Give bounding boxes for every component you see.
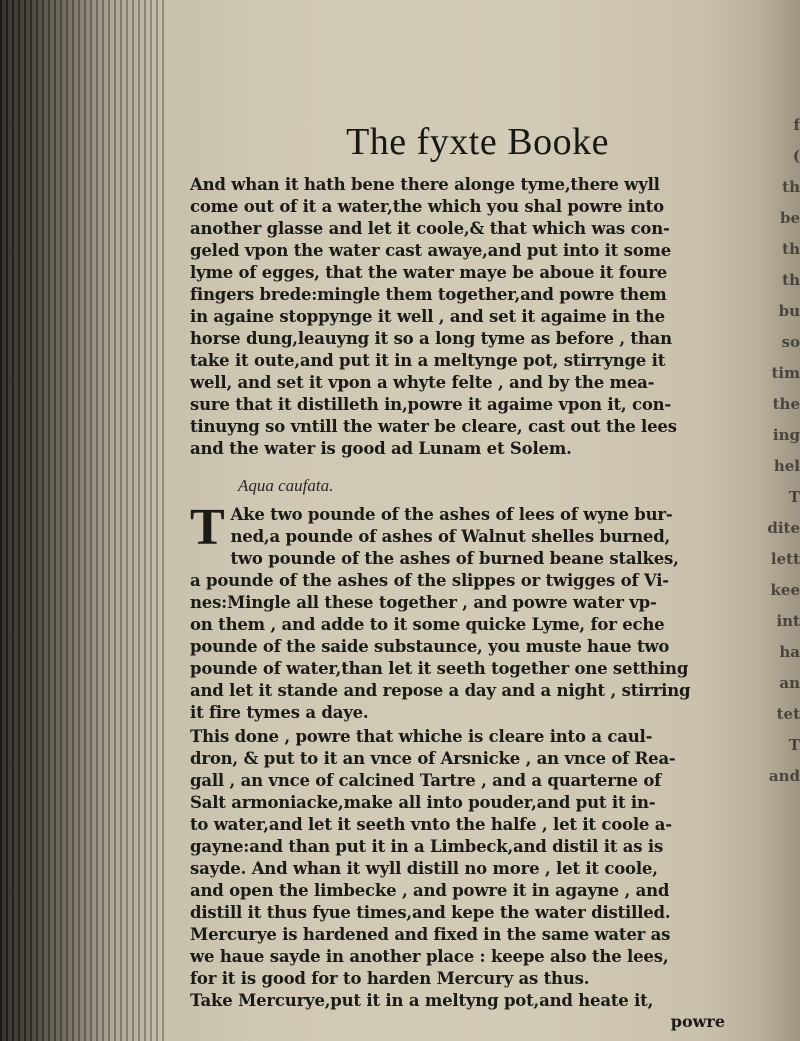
margin-fragment: f xyxy=(793,116,800,134)
text-line: geled vpon the water cast awaye,and put into it some xyxy=(190,241,672,260)
text-line: pounde of water,than let it seeth together one setthing xyxy=(190,659,689,678)
text-line: fingers brede:mingle them together,and powre them xyxy=(190,285,667,304)
catchword: powre xyxy=(670,1012,725,1031)
text-line: and the water is good ad Lunam et Solem. xyxy=(190,439,572,458)
section-heading: Aqua caufata. xyxy=(238,476,334,495)
page-content xyxy=(190,120,725,1031)
text-line: come out of it a water,the which you shal powre into xyxy=(190,197,664,216)
text-line: sure that it distilleth in,powre it agaime vpon it, con- xyxy=(190,395,672,414)
margin-fragment: th xyxy=(782,178,800,196)
margin-fragment: T xyxy=(788,488,800,506)
text-line: distill it thus fyue times,and kepe the water distilled. xyxy=(190,903,671,922)
text-line: well, and set it vpon a whyte felte , and by the mea- xyxy=(190,373,655,392)
margin-fragment: lett xyxy=(770,550,800,568)
margin-fragment: be xyxy=(779,209,800,227)
text-line: we haue sayde in another place : keepe also the lees, xyxy=(190,947,669,966)
text-line: two pounde of the ashes of burned beane stalkes, xyxy=(230,549,679,568)
margin-fragment: bu xyxy=(778,302,800,320)
text-line: sayde. And whan it wyll distill no more , let it coole, xyxy=(190,859,658,878)
text-line: Salt armoniacke,make all into pouder,and put it in- xyxy=(190,793,656,812)
paragraph-aqua-caufata xyxy=(190,499,725,724)
text-line: another glasse and let it coole,& that which was con- xyxy=(190,219,670,238)
text-line: tinuyng so vntill the water be cleare, cast out the lees xyxy=(190,417,677,436)
margin-fragment: ( xyxy=(792,147,800,165)
margin-fragment: kee xyxy=(770,581,800,599)
margin-fragment: the xyxy=(772,395,800,413)
text-line: ned,a pounde of ashes of Walnut shelles burned, xyxy=(230,527,671,546)
text-line: on them , and adde to it some quicke Lyme, for eche xyxy=(190,615,665,634)
margin-fragment: ha xyxy=(779,643,800,661)
text-line: for it is good for to harden Mercury as thus. xyxy=(190,969,590,988)
text-line: gall , an vnce of calcined Tartre , and a quarterne of xyxy=(190,771,662,790)
text-line: a pounde of the ashes of the slippes or twigges of Vi- xyxy=(190,571,669,590)
text-line: take it oute,and put it in a meltynge pot, stirrynge it xyxy=(190,351,666,370)
margin-fragment: th xyxy=(782,271,800,289)
text-line: to water,and let it seeth vnto the halfe , let it coole a- xyxy=(190,815,672,834)
text-line: dron, & put to it an vnce of Arsnicke , an vnce of Rea- xyxy=(190,749,676,768)
margin-fragment: ing xyxy=(772,426,800,444)
text-line: it fire tymes a daye. xyxy=(190,703,369,722)
margin-fragment: dite xyxy=(767,519,800,537)
paragraph-distillation xyxy=(190,174,725,460)
margin-fragment: T xyxy=(788,736,800,754)
margin-fragment: int xyxy=(776,612,800,630)
text-line: This done , powre that whiche is cleare into a caul- xyxy=(190,727,653,746)
margin-fragment: th xyxy=(782,240,800,258)
adjacent-page-margin xyxy=(760,110,800,785)
text-line: lyme of egges, that the water maye be aboue it foure xyxy=(190,263,667,282)
text-line: Ake two pounde of the ashes of lees of wyne bur- xyxy=(230,505,673,524)
margin-fragment: tet xyxy=(776,705,800,723)
margin-fragment: tim xyxy=(771,364,800,382)
text-line: and let it stande and repose a day and a night , stirring xyxy=(190,681,691,700)
text-line: gayne:and than put it in a Limbeck,and distil it as is xyxy=(190,837,664,856)
margin-fragment: and xyxy=(768,767,800,785)
book-gutter xyxy=(0,0,165,1041)
text-line: and open the limbecke , and powre it in agayne , and xyxy=(190,881,670,900)
paragraph-this-done xyxy=(190,726,725,1012)
text-line: Take Mercurye,put it in a meltyng pot,and heate it, xyxy=(190,991,654,1010)
margin-fragment: so xyxy=(781,333,800,351)
text-line: in againe stoppynge it well , and set it agaime in the xyxy=(190,307,665,326)
text-line: pounde of the saide substaunce, you muste haue two xyxy=(190,637,670,656)
text-line: And whan it hath bene there alonge tyme,there wyll xyxy=(190,175,660,194)
text-line: Mercurye is hardened and fixed in the same water as xyxy=(190,925,671,944)
running-head: The fyxte Booke xyxy=(346,121,609,163)
text-line: nes:Mingle all these together , and powre water vp- xyxy=(190,593,657,612)
margin-fragment: an xyxy=(779,674,800,692)
drop-initial: T xyxy=(190,499,225,556)
text-line: horse dung,leauyng it so a long tyme as before , than xyxy=(190,329,672,348)
margin-fragment: hel xyxy=(773,457,800,475)
